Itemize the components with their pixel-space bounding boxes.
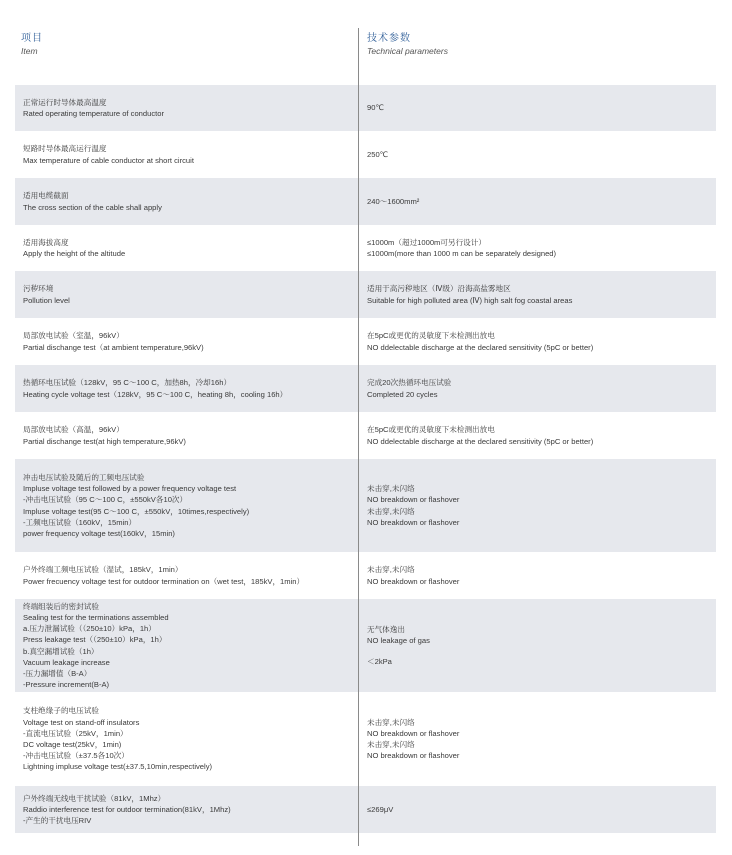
item-text-line: 户外终端无线电干扰试验（81kV，1Mhz） [23, 793, 166, 803]
param-text-line: Completed 20 cycles [367, 389, 438, 399]
param-text-line: 未击穿,未闪络 [367, 565, 415, 575]
item-text-line: a.压力泄漏试验（（250±10）kPa，1h） [23, 624, 156, 634]
param-text-line: NO breakdown or flashover [367, 495, 460, 505]
param-text-line: 未击穿,未闪络 [367, 484, 415, 494]
param-text-line: 无气体逸出 [367, 624, 405, 634]
item-text-line: Sealing test for the terminations assembled [23, 612, 169, 622]
param-cell [367, 85, 712, 131]
item-text-line: Partial dischange test（at ambient temperature,96kV) [23, 342, 204, 352]
param-text-line: 未击穿,未闪络 [367, 717, 415, 727]
item-text-line: Voltage test on stand-off insulators [23, 717, 140, 727]
param-text-line: 适用于高污秽地区（Ⅳ级）沿海高盐雾地区 [367, 284, 511, 294]
table-row [15, 692, 716, 786]
param-text-line: 未击穿,未闪络 [367, 740, 415, 749]
table-row [15, 599, 716, 692]
param-text-line: Suitable for high polluted area (Ⅳ) high salt fog coastal areas [367, 295, 573, 305]
spec-table [15, 0, 716, 855]
item-text-line: DC voltage test(25kV，1min) [23, 740, 122, 749]
item-text-line: 热循环电压试验（128kV，95 C～100 C，加热8h，冷却16h） [23, 378, 232, 388]
param-text-line: ≤1000m(more than 1000 m can be separately designed) [367, 249, 557, 258]
item-cell [23, 552, 348, 599]
table-row [15, 225, 716, 271]
param-text-line: ＜2kPa [367, 657, 392, 667]
item-header-cn: 项目 [21, 33, 43, 44]
item-text-line: 户外终端工频电压试验（湿试，185kV，1min） [23, 565, 183, 575]
item-cell [23, 786, 348, 833]
item-text-line: 短路时导体最高运行温度 [23, 144, 107, 154]
table-row [15, 786, 716, 833]
param-text-line: 未击穿,未闪络 [367, 506, 415, 516]
param-cell [367, 459, 712, 552]
table-row [15, 271, 716, 318]
item-text-line: -Pressure increment(B-A) [23, 680, 110, 690]
item-text-line: power frequency voltage test(160kV，15min) [23, 528, 175, 538]
item-text-line: Max temperature of cable conductor at short circuit [23, 155, 194, 165]
item-cell [23, 225, 348, 271]
item-text-line: -直流电压试验（25kV，1min） [23, 728, 128, 738]
param-text-line: ≤1000m（超过1000m可另行设计） [367, 237, 486, 247]
item-cell [23, 271, 348, 318]
item-text-line: 冲击电压试验及随后的工频电压试验 [23, 472, 145, 482]
item-text-line: Lightning impluse voltage test(±37.5,10min,respectively) [23, 762, 213, 772]
item-cell [23, 412, 348, 459]
param-header-cn: 技术参数 [367, 33, 411, 44]
param-cell [367, 412, 712, 459]
table-row [15, 131, 716, 178]
param-cell [367, 178, 712, 225]
table-row [15, 552, 716, 599]
param-cell [367, 552, 712, 599]
param-text-line [367, 646, 712, 656]
table-row [15, 412, 716, 459]
param-text-line: 250℃ [367, 149, 389, 159]
param-text-line: 240～1600mm² [367, 196, 420, 206]
param-cell [367, 786, 712, 833]
param-text-line: NO breakdown or flashover [367, 576, 460, 586]
param-cell [367, 365, 712, 412]
item-text-line: -工频电压试验（160kV，15min） [23, 517, 137, 527]
param-cell [367, 318, 712, 365]
item-header [21, 33, 43, 57]
item-text-line: Rated operating temperature of conductor [23, 109, 164, 118]
item-text-line: Raddio interference test for outdoor termination(81kV，1Mhz) [23, 804, 231, 814]
param-cell [367, 271, 712, 318]
param-cell [367, 599, 712, 692]
item-text-line: Apply the height of the altitude [23, 249, 126, 258]
param-header-en: Technical parameters [367, 46, 448, 56]
item-text-line: Press leakage test（（250±10）kPa，1h） [23, 635, 167, 645]
item-cell [23, 131, 348, 178]
item-text-line: -产生的干扰电压RIV [23, 816, 92, 826]
table-row [15, 318, 716, 365]
item-text-line: Vacuum leakage increase [23, 657, 110, 667]
param-header [367, 33, 448, 57]
table-row [15, 178, 716, 225]
table-row [15, 85, 716, 131]
item-cell [23, 459, 348, 552]
item-text-line: 支柱绝缘子的电压试验 [23, 706, 99, 716]
param-text-line: NO breakdown or flashover [367, 728, 460, 738]
item-text-line: Power frecuency voltage test for outdoor termination on（wet test，185kV，1min） [23, 576, 305, 586]
item-cell [23, 178, 348, 225]
param-text-line: ≤269μV [367, 804, 394, 814]
item-cell [23, 692, 348, 786]
param-text-line: NO ddelectable discharge at the declared sensitivity (5pC or better) [367, 436, 594, 446]
item-header-en: Item [21, 46, 38, 56]
column-divider [358, 28, 359, 846]
param-text-line: 完成20次热循环电压试验 [367, 378, 452, 388]
item-text-line: 局部放电试验（室温，96kV） [23, 331, 124, 341]
item-cell [23, 318, 348, 365]
table-row [15, 365, 716, 412]
param-text-line: NO breakdown or flashover [367, 751, 460, 761]
item-text-line: 适用电缆截面 [23, 191, 69, 201]
item-text-line: -压力漏增值（B-A） [23, 668, 92, 678]
item-cell [23, 85, 348, 131]
param-cell [367, 225, 712, 271]
item-text-line: Pollution level [23, 295, 70, 305]
item-text-line: 局部放电试验（高温，96kV） [23, 425, 124, 435]
param-cell [367, 131, 712, 178]
item-text-line: Partial dischange test(at high temperature,96kV) [23, 436, 186, 446]
item-text-line: 正常运行时导体最高温度 [23, 97, 107, 107]
param-text-line: 在5pC或更优的灵敏度下未检测出放电 [367, 331, 495, 341]
item-text-line: -冲击电压试验（95 C～100 C，±550kV各10次） [23, 495, 188, 505]
item-text-line: 污秽环境 [23, 284, 54, 294]
param-text-line: 90℃ [367, 103, 384, 113]
item-text-line: The cross section of the cable shall apply [23, 202, 162, 212]
param-text-line: NO breakdown or flashover [367, 517, 460, 527]
item-text-line: -冲击电压试验（±37.5各10次） [23, 751, 129, 761]
param-text-line: NO leakage of gas [367, 635, 430, 645]
item-text-line: Heating cycle voltage test（128kV，95 C～100 C，heating 8h，cooling 16h） [23, 389, 288, 399]
param-text-line: 在5pC或更优的灵敏度下未检测出放电 [367, 425, 495, 435]
item-text-line: b.真空漏增试验（1h） [23, 646, 99, 656]
item-text-line: Impluse voltage test(95 C～100 C，±550kV，10times,respectively) [23, 506, 250, 516]
param-cell [367, 692, 712, 786]
param-text-line: NO ddelectable discharge at the declared sensitivity (5pC or better) [367, 342, 594, 352]
item-text-line: 终端组装后的密封试验 [23, 601, 99, 611]
table-row [15, 459, 716, 552]
item-text-line: 适用海拔高度 [23, 237, 69, 247]
item-text-line: Impluse voltage test followed by a power frequency voltage test [23, 484, 237, 494]
item-cell [23, 365, 348, 412]
item-cell [23, 599, 348, 692]
